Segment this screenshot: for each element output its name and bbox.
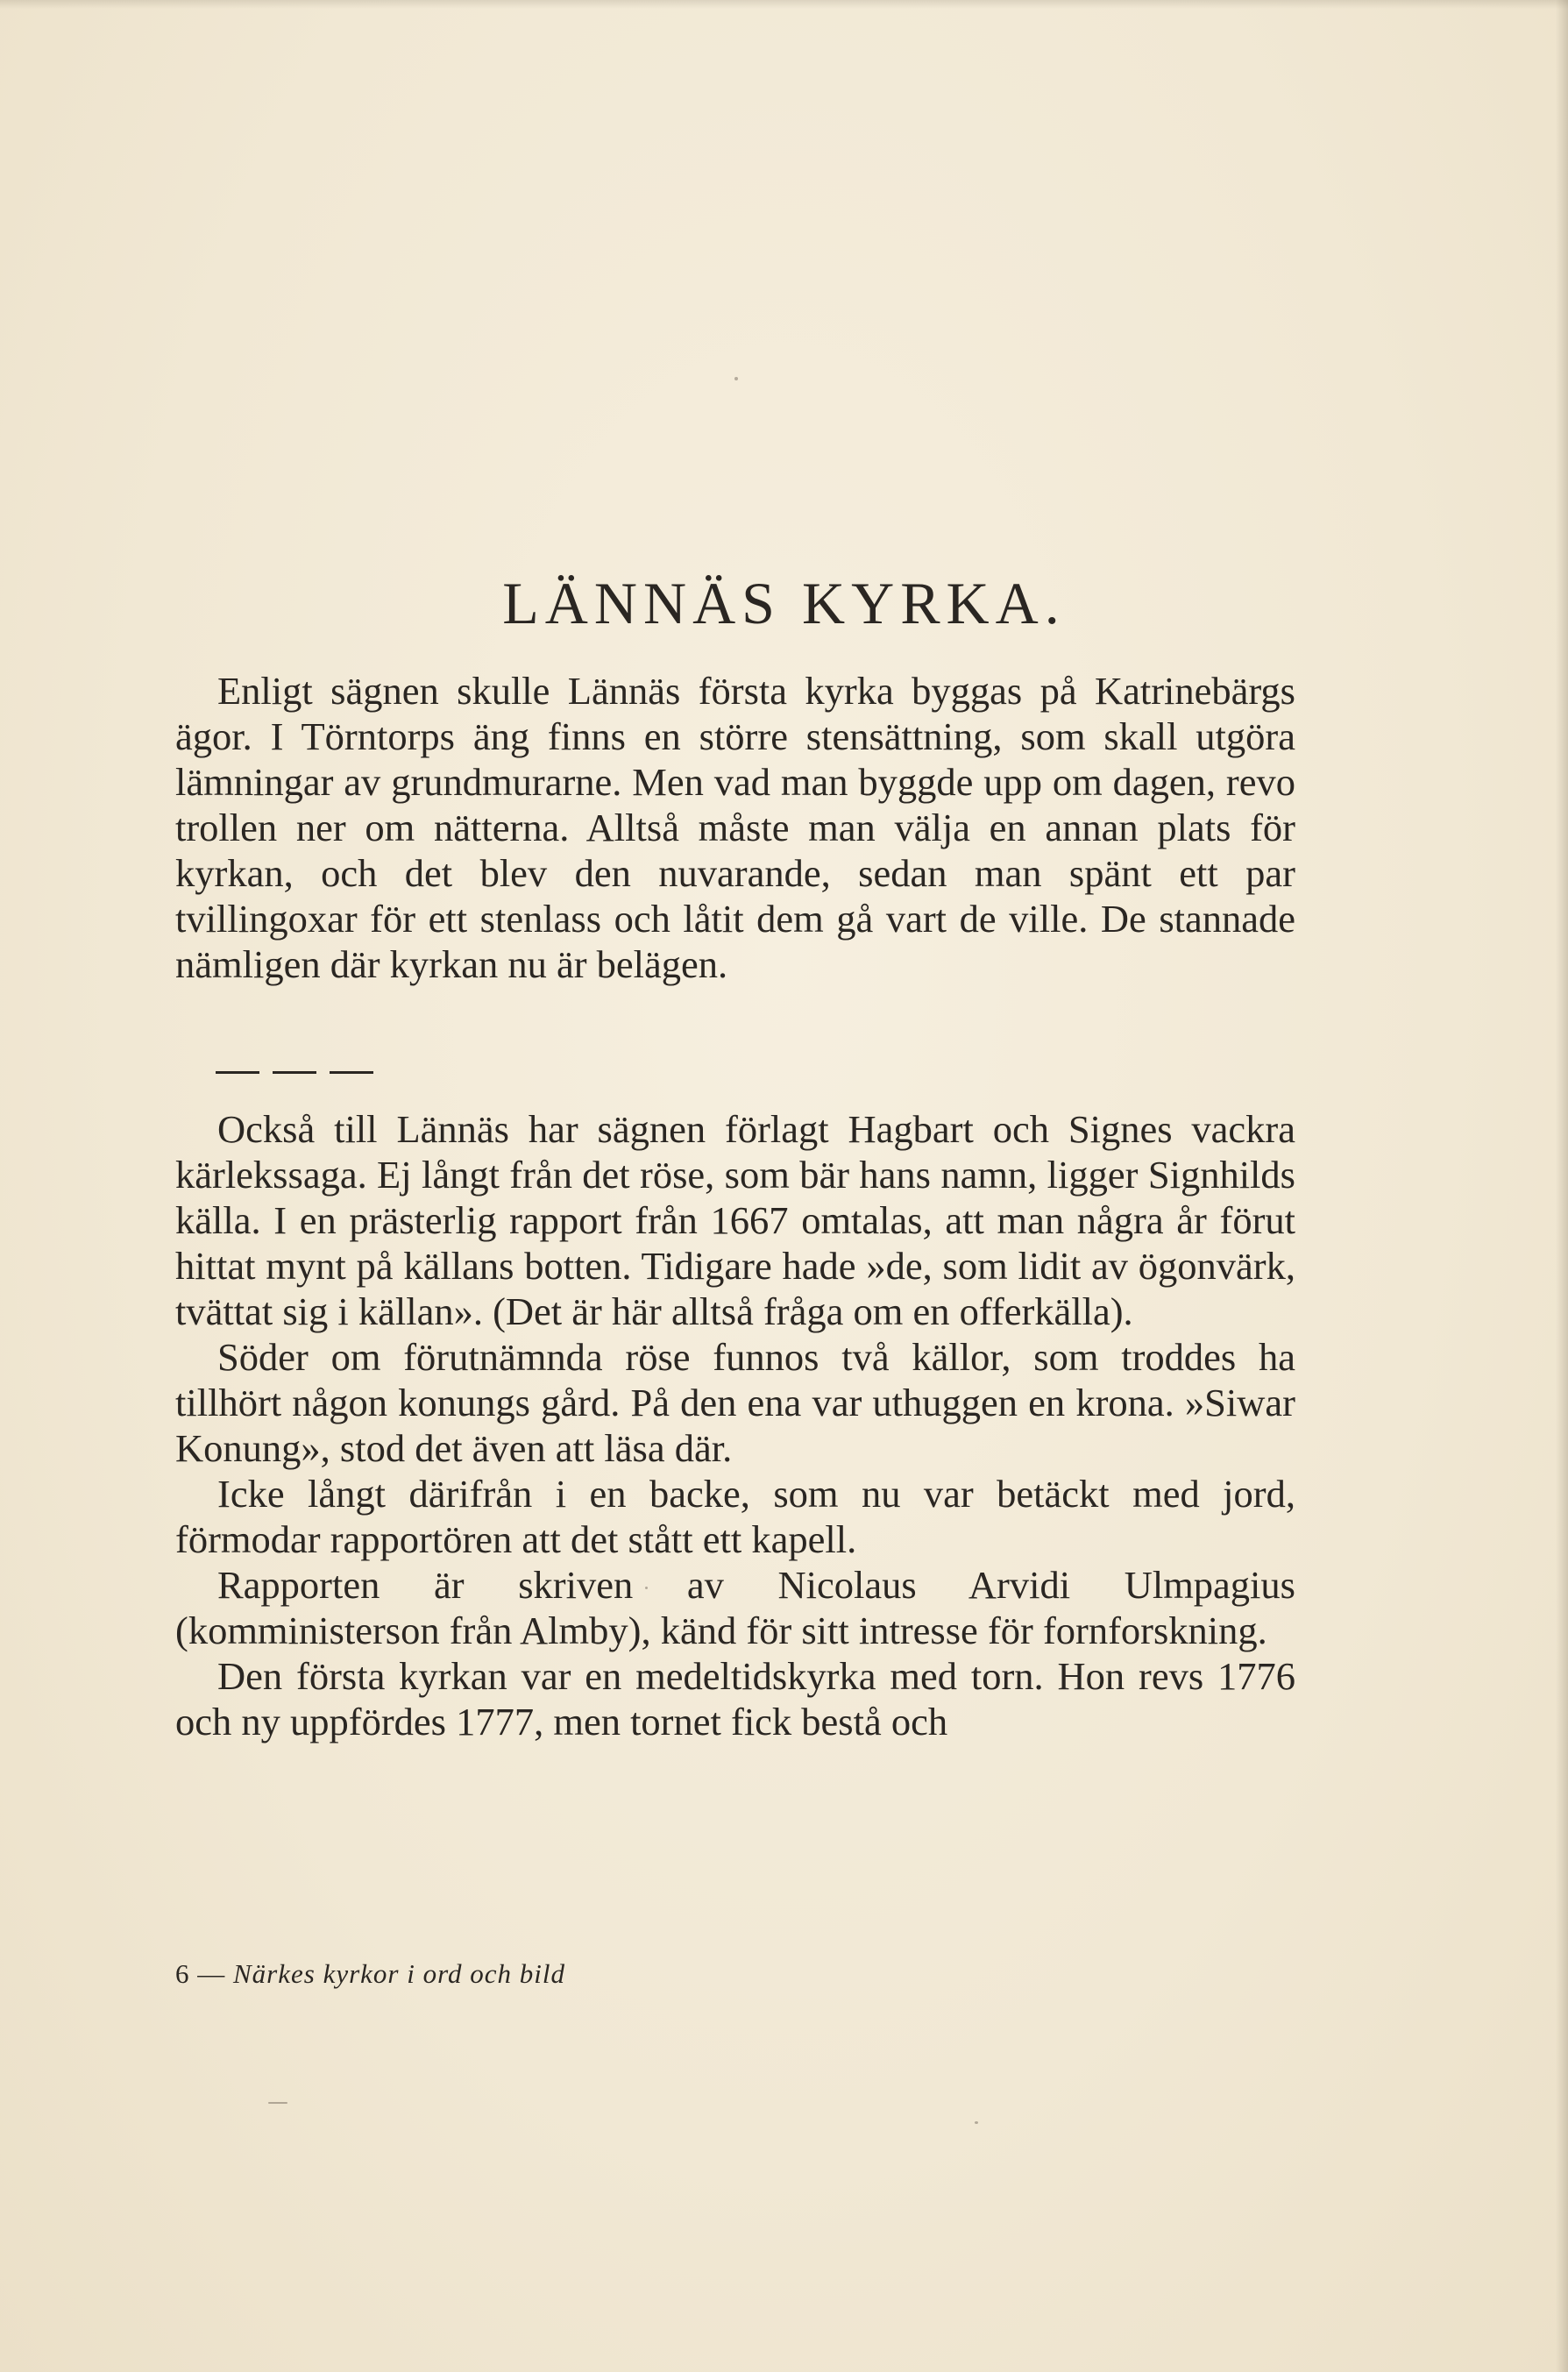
paragraph: Den första kyrkan var en medeltidskyrka med torn. Hon revs 1776 och ny uppfördes 1777, men tornet fick bestå och xyxy=(175,1654,1295,1743)
footer-dash: — xyxy=(197,1958,226,1989)
section-legend xyxy=(175,668,1295,987)
page-edge-right xyxy=(1556,0,1568,2372)
paragraph: Rapporten är skriven av Nicolaus Arvidi Ulmpagius (komministerson från Almby), känd för sitt intresse för fornforskning. xyxy=(175,1563,1295,1652)
paper-speck xyxy=(268,2102,287,2104)
page-number: 6 xyxy=(175,1958,190,1989)
book-title: Närkes kyrkor i ord och bild xyxy=(233,1958,565,1989)
section-history xyxy=(175,1106,1295,1744)
paragraph: Icke långt därifrån i en backe, som nu var betäckt med jord, förmodar rapportören att det stått ett kapell. xyxy=(175,1472,1295,1561)
separator-dash xyxy=(273,1071,316,1074)
paragraph: Enligt sägnen skulle Lännäs första kyrka byggas på Katrinebärgs ägor. I Törntorps äng finns en större stensättning, som skall utgöra lämningar av grundmurarne. Men vad man byggde upp om dagen, revo trollen ner om nätterna. Alltså måste man välja en annan plats för kyrkan, och det blev den nuvarande, sedan man spänt ett par tvillingoxar för ett stenlass och låtit dem gå vart de ville. De stannade nämligen där kyrkan nu är belägen. xyxy=(175,669,1295,986)
separator-dash xyxy=(216,1071,259,1074)
paper-speck xyxy=(734,377,738,380)
page-edge-top xyxy=(0,0,1568,9)
paper-speck xyxy=(975,2121,978,2124)
paper-speck xyxy=(645,1587,648,1589)
section-separator xyxy=(216,1071,373,1075)
chapter-title: LÄNNÄS KYRKA. xyxy=(502,570,1066,636)
paragraph: Söder om förutnämnda röse funnos två källor, som troddes ha tillhört någon konungs gård. På den ena var uthuggen en krona. »Siwar Konung», stod det även att läsa där. xyxy=(175,1335,1295,1470)
separator-dash xyxy=(330,1071,373,1074)
paragraph: Också till Lännäs har sägnen förlagt Hagbart och Signes vackra kärlekssaga. Ej långt från det röse, som bär hans namn, ligger Signhilds källa. I en prästerlig rapport från 1667 omtalas, att man några år förut hittat mynt på källans botten. Tidigare hade »de, som lidit av ögonvärk, tvättat sig i källan». (Det är här alltså fråga om en offerkälla). xyxy=(175,1107,1295,1333)
page-footer xyxy=(175,1957,565,1992)
